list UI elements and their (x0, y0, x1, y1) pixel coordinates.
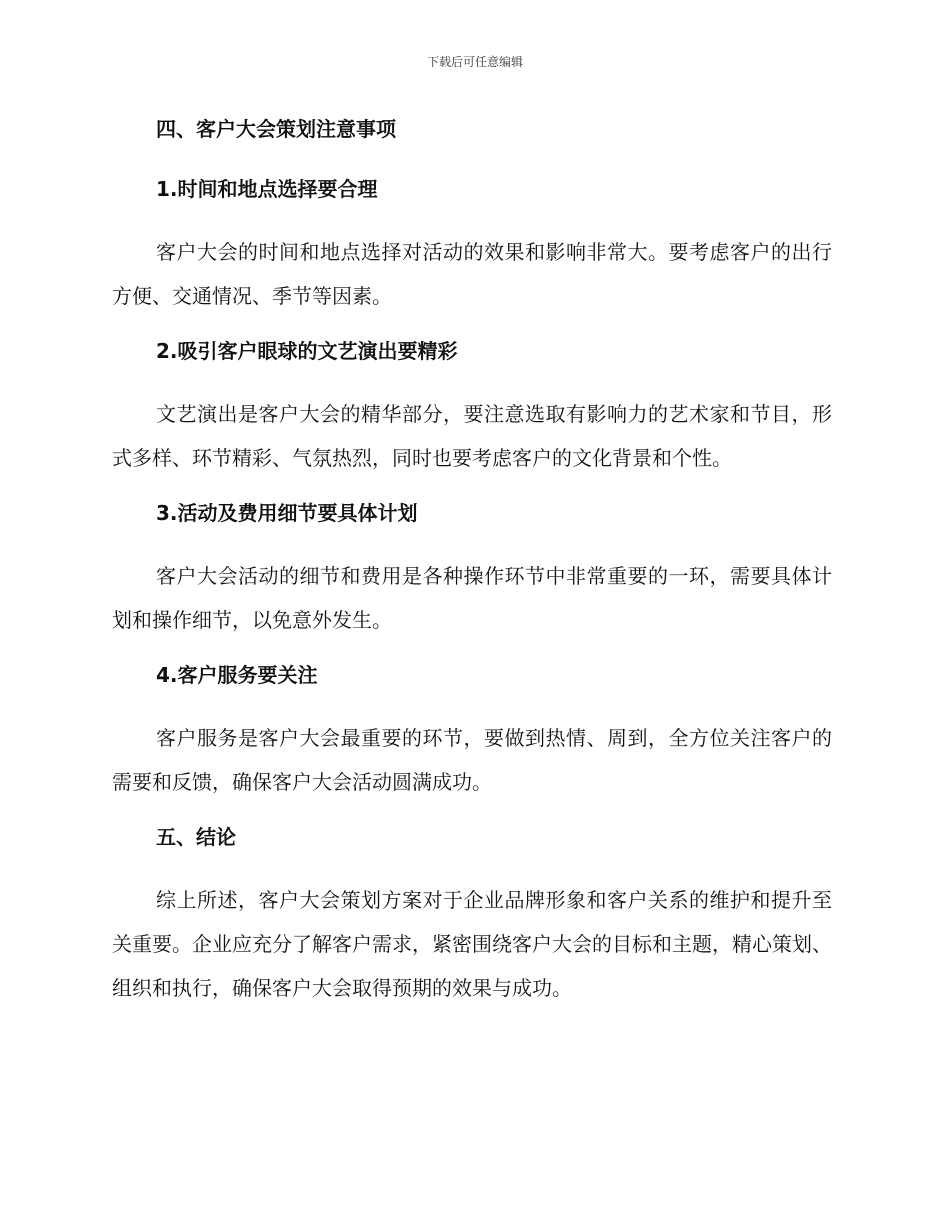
paragraph-conclusion: 综上所述，客户大会策划方案对于企业品牌形象和客户关系的维护和提升至关重要。企业应充分了解客户需求，紧密围绕客户大会的目标和主题，精心策划、组织和执行，确保客户大会取得预期的效果与成功。 (112, 888, 832, 1000)
paragraph-customer-service: 客户服务是客户大会最重要的环节，要做到热情、周到，全方位关注客户的需要和反馈，确保客户大会活动圆满成功。 (112, 726, 832, 794)
section-heading-precautions: 四、客户大会策划注意事项 (156, 117, 396, 141)
paragraph-time-location: 客户大会的时间和地点选择对活动的效果和影响非常大。要考虑客户的出行方便、交通情况、季节等因素。 (112, 240, 832, 308)
paragraph-performance: 文艺演出是客户大会的精华部分，要注意选取有影响力的艺术家和节目，形式多样、环节精彩、气氛热烈，同时也要考虑客户的文化背景和个性。 (112, 402, 832, 470)
document-body (112, 110, 832, 1024)
subheading-customer-service: 4.客户服务要关注 (156, 663, 318, 687)
section-heading-conclusion: 五、结论 (156, 825, 236, 849)
subheading-performance: 2.吸引客户眼球的文艺演出要精彩 (156, 339, 458, 363)
subheading-cost-details: 3.活动及费用细节要具体计划 (156, 501, 418, 525)
paragraph-cost-details: 客户大会活动的细节和费用是各种操作环节中非常重要的一环，需要具体计划和操作细节，以免意外发生。 (112, 564, 832, 632)
page-header: 下载后可任意编辑 (426, 55, 523, 69)
subheading-time-location: 1.时间和地点选择要合理 (156, 177, 378, 201)
